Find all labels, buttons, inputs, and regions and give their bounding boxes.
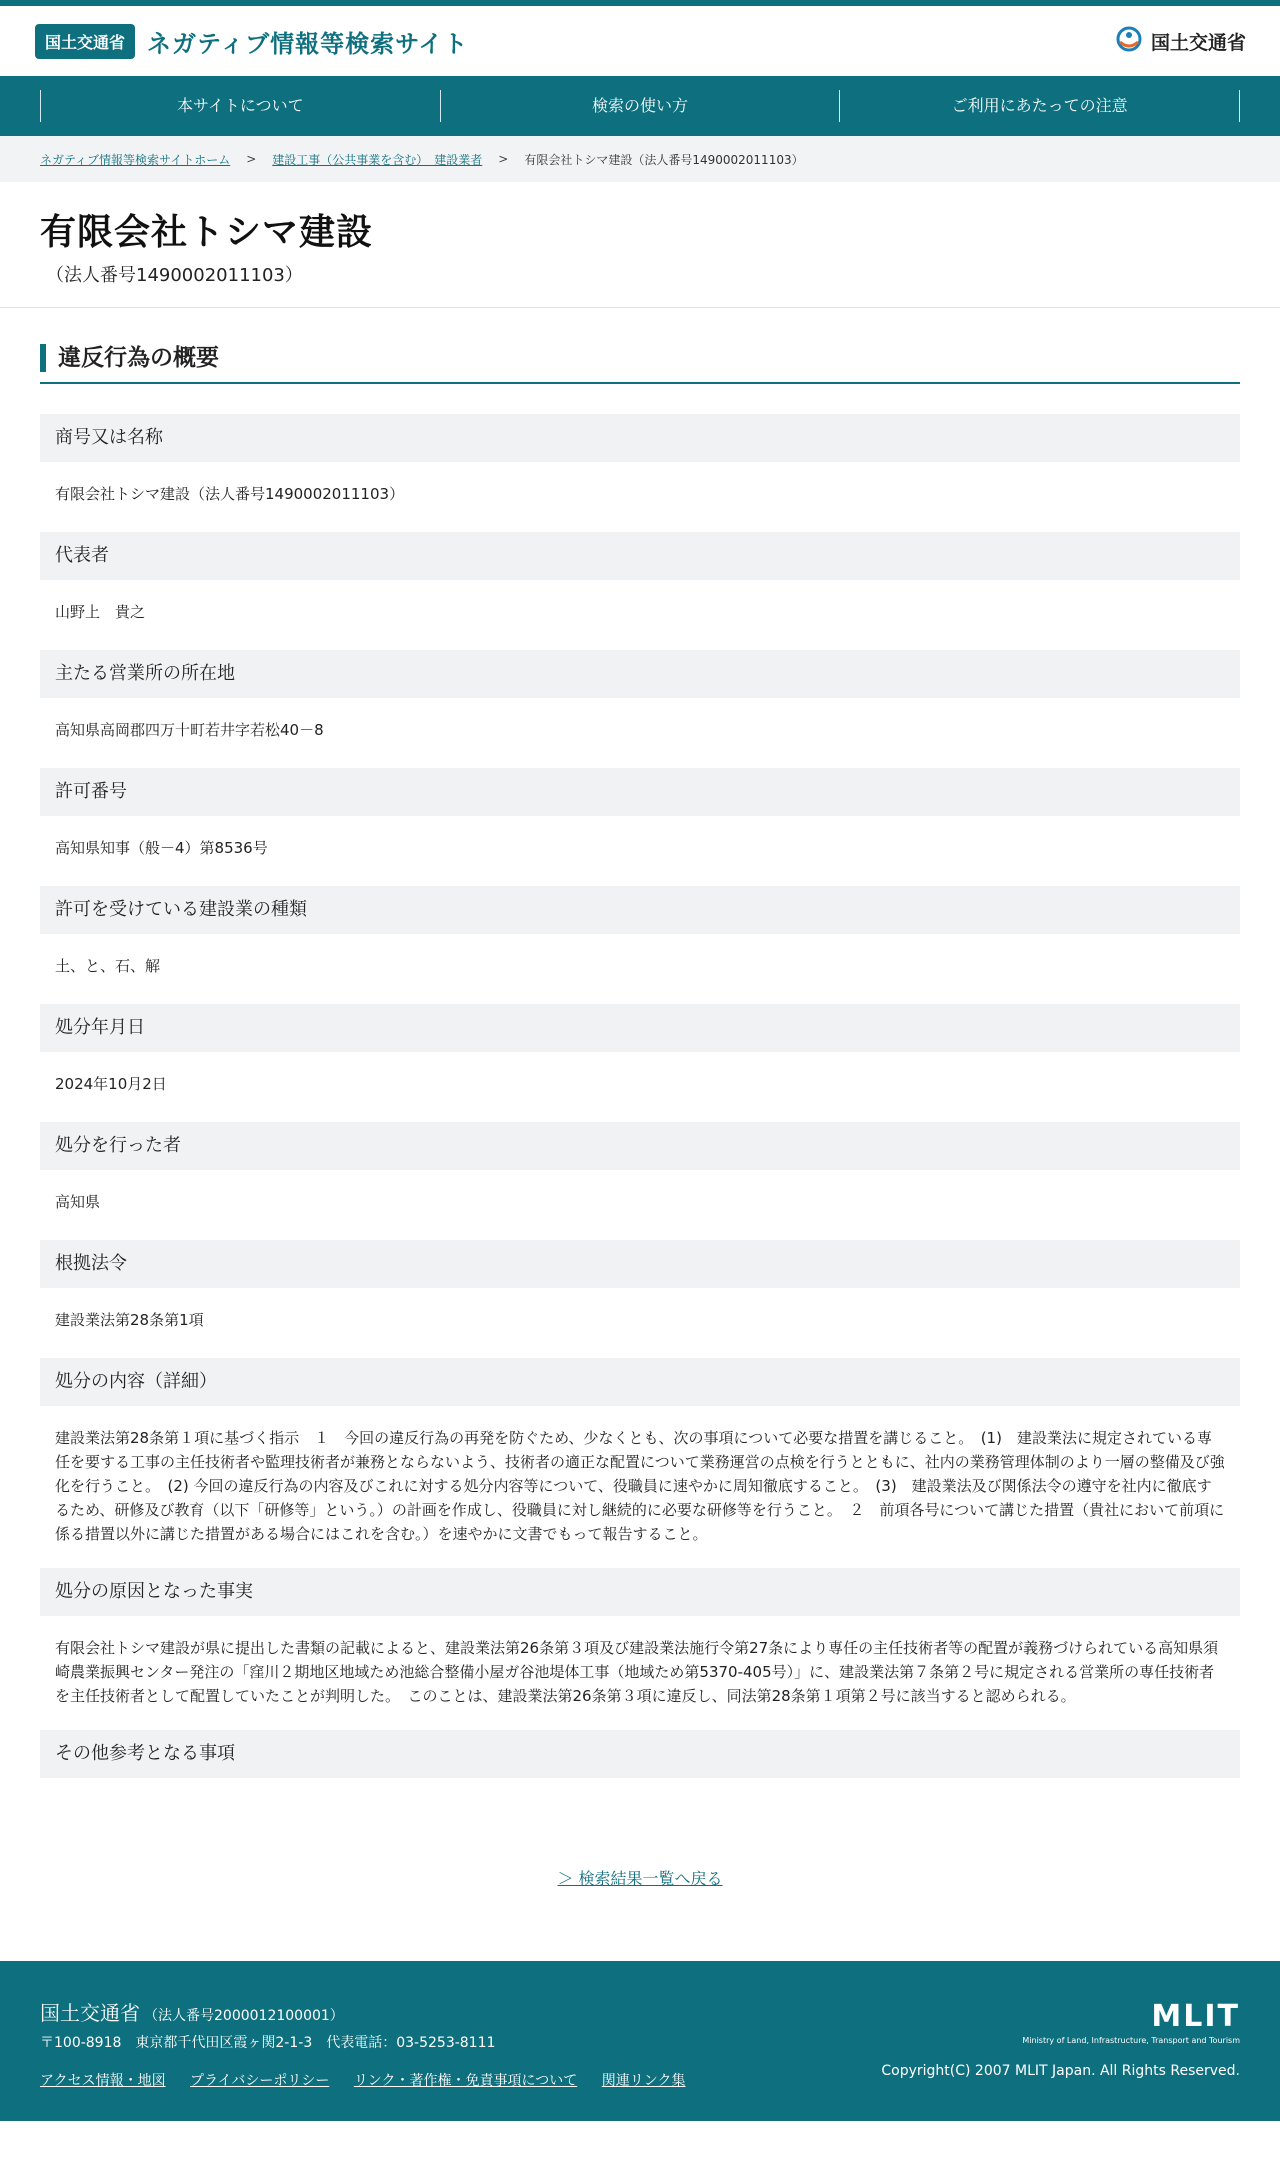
footer-link-access[interactable]: アクセス情報・地図 xyxy=(40,2073,166,2089)
field-value: 高知県高岡郡四万十町若井字若松40－8 xyxy=(55,721,324,739)
breadcrumb-current: 有限会社トシマ建設（法人番号1490002011103） xyxy=(524,152,804,167)
breadcrumb-category-link[interactable]: 建設工事（公共事業を含む） 建設業者 xyxy=(272,152,483,167)
field-value: 建設業法第28条第1項 xyxy=(55,1311,204,1329)
site-header xyxy=(0,6,1280,76)
footer-link-related[interactable]: 関連リンク集 xyxy=(601,2073,686,2089)
field-label: その他参考となる事項 xyxy=(40,1730,1240,1778)
footer-org-number: （法人番号2000012100001） xyxy=(144,2008,344,2024)
mlit-emblem-icon xyxy=(1115,26,1143,56)
field-label: 主たる営業所の所在地 xyxy=(40,650,1240,698)
back-to-results-link[interactable]: ＞ 検索結果一覧へ戻る xyxy=(557,1869,723,1888)
field-value: 2024年10月2日 xyxy=(55,1075,167,1093)
field-disposition-cause xyxy=(40,1568,1240,1730)
mlit-logo-text: 国土交通省 xyxy=(1150,31,1246,54)
footer-org-name: 国土交通省 xyxy=(40,2001,140,2025)
field-label: 許可番号 xyxy=(40,768,1240,816)
field-license-number xyxy=(40,768,1240,886)
field-value: 有限会社トシマ建設（法人番号1490002011103） xyxy=(55,485,405,503)
footer-mlit-logo xyxy=(1022,1999,1240,2045)
field-trade-name xyxy=(40,414,1240,532)
footer-logo-subtitle: Ministry of Land, Infrastructure, Transport and Tourism xyxy=(1022,2036,1240,2045)
field-disposition-date xyxy=(40,1004,1240,1122)
breadcrumb-separator: > xyxy=(498,152,509,166)
breadcrumb-home-link[interactable]: ネガティブ情報等検索サイトホーム xyxy=(40,152,231,167)
field-value: 高知県知事（般－4）第8536号 xyxy=(55,839,268,857)
field-label: 処分年月日 xyxy=(40,1004,1240,1052)
nav-item-notes[interactable]: ご利用にあたっての注意 xyxy=(839,90,1240,122)
section-heading: 違反行為の概要 xyxy=(40,344,1240,372)
field-disposing-authority xyxy=(40,1122,1240,1240)
field-representative xyxy=(40,532,1240,650)
site-brand[interactable] xyxy=(35,24,468,59)
field-licensed-business-types xyxy=(40,886,1240,1004)
footer-link-copyright[interactable]: リンク・著作権・免責事項について xyxy=(353,2073,578,2089)
field-label: 根拠法令 xyxy=(40,1240,1240,1288)
field-legal-basis xyxy=(40,1240,1240,1358)
footer-address: 〒100-8918 東京都千代田区霞ヶ関2-1-3 代表電話：03-5253-8111 xyxy=(40,2035,496,2051)
section-divider xyxy=(40,382,1240,384)
field-disposition-details xyxy=(40,1358,1240,1568)
field-value: 建設業法第28条第１項に基づく指示 １ 今回の違反行為の再発を防ぐため、少なくとも、次の事項について必要な措置を講じること。 (1) 建設業法に規定されている専任を要する工事の主任技術者や監理技術者が兼務とならないよう、技術者の適正な配置について業務運営の点検を行うとともに、社内の業務管理体制のより一層の整備及び強化を行うこと。 (2) 今回の違反行為の内容及びこれに対する処分内容等について、役職員に速やかに周知徹底すること。 (3) 建設業法及び関係法令の遵守を社内に徹底するため、研修及び教育（以下「研修等」という。）の計画を作成し、役職員に対し継続的に必要な研修等を行うこと。 ２ 前項各号について講じた措置（貴社において前項に係る措置以外に講じた措置がある場合にはこれを含む。）を速やかに文書でもって報告すること。 xyxy=(55,1429,1225,1543)
mlit-logo[interactable] xyxy=(1115,26,1246,56)
field-label: 代表者 xyxy=(40,532,1240,580)
field-label: 処分を行った者 xyxy=(40,1122,1240,1170)
field-other-references xyxy=(40,1730,1240,1814)
field-label: 処分の原因となった事実 xyxy=(40,1568,1240,1616)
field-label: 処分の内容（詳細） xyxy=(40,1358,1240,1406)
nav-item-about[interactable]: 本サイトについて xyxy=(40,90,440,122)
site-footer xyxy=(0,1961,1280,2121)
field-value xyxy=(40,1778,1240,1814)
footer-link-privacy[interactable]: プライバシーポリシー xyxy=(190,2073,330,2089)
field-value: 有限会社トシマ建設が県に提出した書類の記載によると、建設業法第26条第３項及び建設業法施行令第27条により専任の主任技術者等の配置が義務づけられている高知県須崎農業振興センター発注の「窪川２期地区地域ため池総合整備小屋ガ谷池堤体工事（地域ため第5370-405号）」に、建設業法第７条第２号に規定される営業所の専任技術者を主任技術者として配置していたことが判明した。 このことは、建設業法第26条第３項に違反し、同法第28条第１項第２号に該当すると認められる。 xyxy=(55,1639,1219,1705)
main-nav xyxy=(0,76,1280,136)
title-block xyxy=(0,182,1280,308)
back-link-container xyxy=(40,1866,1240,1889)
footer-logo-mark: MLIT xyxy=(1151,1999,1240,2034)
ministry-badge: 国土交通省 xyxy=(35,24,135,59)
field-label: 許可を受けている建設業の種類 xyxy=(40,886,1240,934)
breadcrumb-separator: > xyxy=(246,152,257,166)
site-title: ネガティブ情報等検索サイト xyxy=(147,29,469,58)
field-main-office-address xyxy=(40,650,1240,768)
copyright: Copyright(C) 2007 MLIT Japan. All Rights Reserved. xyxy=(881,2063,1240,2079)
breadcrumb xyxy=(0,136,1280,182)
page-title: 有限会社トシマ建設 xyxy=(40,212,374,253)
field-value: 土、と、石、解 xyxy=(55,957,161,975)
field-value: 山野上 貴之 xyxy=(55,603,146,621)
field-value: 高知県 xyxy=(55,1193,101,1211)
field-label: 商号又は名称 xyxy=(40,414,1240,462)
main-content xyxy=(0,308,1280,1889)
corporate-number: （法人番号1490002011103） xyxy=(46,265,303,286)
nav-item-howto[interactable]: 検索の使い方 xyxy=(440,90,840,122)
